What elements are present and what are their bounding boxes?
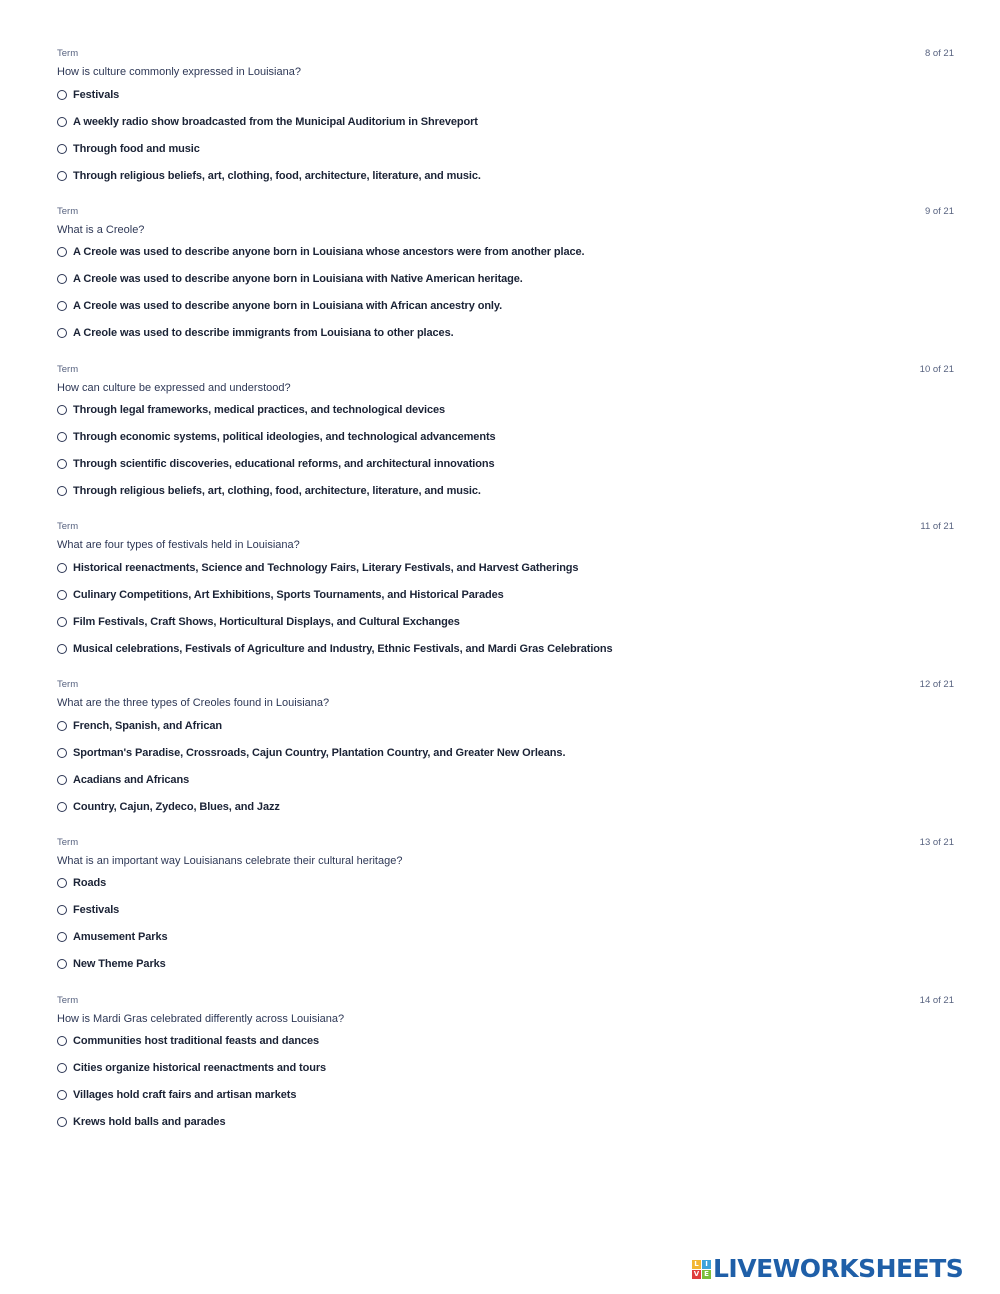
answer-option[interactable] [57,108,954,135]
answer-options [57,1028,954,1136]
answer-option-label: Festivals [73,904,120,917]
answer-option-label: Through food and music [73,142,200,155]
answer-option-label: Through religious beliefs, art, clothing, food, architecture, literature, and music. [73,485,481,498]
radio-circle-icon[interactable] [57,1090,67,1100]
radio-circle-icon[interactable] [57,459,67,469]
answer-option[interactable] [57,608,954,635]
logo-mark-letter: E [702,1270,711,1279]
answer-option[interactable] [57,951,954,978]
radio-circle-icon[interactable] [57,405,67,415]
radio-circle-icon[interactable] [57,905,67,915]
question-text: How is culture commonly expressed in Louisiana? [57,66,301,78]
radio-circle-icon[interactable] [57,301,67,311]
answer-option-label: Amusement Parks [73,931,168,944]
answer-options [57,870,954,978]
answer-option-label: French, Spanish, and African [73,719,222,732]
question-card [57,677,954,835]
question-counter: 14 of 21 [919,994,954,1006]
radio-circle-icon[interactable] [57,878,67,888]
answer-option-label: Communities host traditional feasts and dances [73,1035,320,1048]
radio-circle-icon[interactable] [57,959,67,969]
answer-option[interactable] [57,793,954,820]
term-label: Term [57,679,79,691]
question-header [57,993,954,1008]
answer-option[interactable] [57,478,954,505]
question-text: What is a Creole? [57,223,145,236]
radio-circle-icon[interactable] [57,171,67,181]
answer-options [57,397,954,505]
question-card [57,519,954,677]
answer-option[interactable] [57,1028,954,1055]
answer-option-label: Culinary Competitions, Art Exhibitions, Sports Tournaments, and Historical Parades [73,588,504,601]
radio-circle-icon[interactable] [57,144,67,154]
logo-text: LIVEWORKSHEETS [713,1254,964,1283]
answer-option[interactable] [57,766,954,793]
logo-mark-letter: L [692,1260,701,1269]
question-text: What are the three types of Creoles found in Louisiana? [57,697,330,710]
radio-circle-icon[interactable] [57,328,67,338]
question-counter: 10 of 21 [919,363,954,375]
radio-circle-icon[interactable] [57,117,67,127]
answer-option[interactable] [57,739,954,766]
logo-mark-icon [692,1260,711,1279]
answer-option[interactable] [57,870,954,897]
answer-option-label: Film Festivals, Craft Shows, Horticultural Displays, and Cultural Exchanges [73,615,460,628]
radio-circle-icon[interactable] [57,721,67,731]
answer-option[interactable] [57,135,954,162]
answer-option[interactable] [57,924,954,951]
radio-circle-icon[interactable] [57,802,67,812]
answer-option-label: A Creole was used to describe immigrants from Louisiana to other places. [73,327,454,340]
question-card [57,835,954,993]
answer-options [57,81,954,189]
radio-circle-icon[interactable] [57,617,67,627]
radio-circle-icon[interactable] [57,590,67,600]
question-counter: 12 of 21 [919,679,954,691]
logo-mark-letter: I [702,1260,711,1269]
question-list [57,46,954,1151]
answer-option-label: A Creole was used to describe anyone born in Louisiana whose ancestors were from another place. [73,246,585,259]
question-counter: 13 of 21 [919,836,954,848]
answer-option[interactable] [57,581,954,608]
term-label: Term [57,994,79,1006]
radio-circle-icon[interactable] [57,432,67,442]
radio-circle-icon[interactable] [57,644,67,654]
question-text: How can culture be expressed and understood? [57,381,291,394]
answer-option[interactable] [57,162,954,189]
answer-option-label: Festivals [73,88,120,101]
answer-option[interactable] [57,81,954,108]
answer-option[interactable] [57,712,954,739]
answer-option[interactable] [57,424,954,451]
question-header [57,46,954,61]
radio-circle-icon[interactable] [57,90,67,100]
question-card [57,46,954,204]
question-card [57,993,954,1151]
radio-circle-icon[interactable] [57,748,67,758]
answer-options [57,239,954,347]
answer-option-label: Acadians and Africans [73,773,190,786]
answer-option-label: Through scientific discoveries, educational reforms, and architectural innovations [73,458,495,471]
term-label: Term [57,363,79,375]
answer-option-label: Musical celebrations, Festivals of Agriculture and Industry, Ethnic Festivals, and Mardi Gras Celebrations [73,642,613,655]
question-header [57,677,954,692]
answer-option-label: A Creole was used to describe anyone born in Louisiana with Native American heritage. [73,273,523,286]
radio-circle-icon[interactable] [57,1036,67,1046]
question-counter: 9 of 21 [924,205,954,217]
answer-option-label: A Creole was used to describe anyone born in Louisiana with African ancestry only. [73,300,503,313]
radio-circle-icon[interactable] [57,274,67,284]
question-text: How is Mardi Gras celebrated differently across Louisiana? [57,1012,345,1025]
answer-option-label: Through economic systems, political ideologies, and technological advancements [73,431,496,444]
answer-option[interactable] [57,554,954,581]
answer-option[interactable] [57,451,954,478]
answer-option[interactable] [57,239,954,266]
question-card [57,204,954,362]
answer-option-label: Roads [73,877,107,890]
answer-option-label: Historical reenactments, Science and Technology Fairs, Literary Festivals, and Harvest Gatherings [73,561,579,574]
answer-option[interactable] [57,1055,954,1082]
answer-option[interactable] [57,635,954,662]
answer-options [57,554,954,662]
question-header [57,835,954,850]
answer-option-label: Krews hold balls and parades [73,1116,226,1129]
answer-option-label: Country, Cajun, Zydeco, Blues, and Jazz [73,800,280,813]
answer-option[interactable] [57,293,954,320]
answer-option[interactable] [57,1109,954,1136]
question-header [57,204,954,219]
answer-option[interactable] [57,897,954,924]
answer-option-label: Through legal frameworks, medical practices, and technological devices [73,404,446,417]
answer-option[interactable] [57,320,954,347]
term-label: Term [57,205,79,217]
radio-circle-icon[interactable] [57,775,67,785]
question-counter: 8 of 21 [924,48,954,59]
answer-option[interactable] [57,266,954,293]
question-text: What are four types of festivals held in Louisiana? [57,539,300,552]
term-label: Term [57,836,79,848]
logo-mark-letter: V [693,1270,700,1278]
question-counter: 11 of 21 [920,521,954,533]
answer-option-label: New Theme Parks [73,958,166,971]
answer-option-label: A weekly radio show broadcasted from the Municipal Auditorium in Shreveport [73,115,478,128]
radio-circle-icon[interactable] [57,563,67,573]
radio-circle-icon[interactable] [57,1063,67,1073]
answer-option-label: Cities organize historical reenactments and tours [73,1062,327,1075]
answer-option-label: Sportman's Paradise, Crossroads, Cajun Country, Plantation Country, and Greater New Orleans. [73,746,566,759]
term-label: Term [57,521,79,533]
term-label: Term [57,48,79,59]
liveworksheets-logo [692,1256,963,1282]
radio-circle-icon[interactable] [57,247,67,257]
answer-option-label: Through religious beliefs, art, clothing, food, architecture, literature, and music. [73,169,481,182]
answer-option-label: Villages hold craft fairs and artisan markets [73,1089,297,1102]
question-header [57,519,954,534]
radio-circle-icon[interactable] [57,932,67,942]
question-card [57,362,954,520]
answer-options [57,712,954,820]
answer-option[interactable] [57,397,954,424]
radio-circle-icon[interactable] [57,486,67,496]
question-header [57,362,954,377]
question-text: What is an important way Louisianans celebrate their cultural heritage? [57,854,403,867]
answer-option[interactable] [57,1082,954,1109]
radio-circle-icon[interactable] [57,1117,67,1127]
